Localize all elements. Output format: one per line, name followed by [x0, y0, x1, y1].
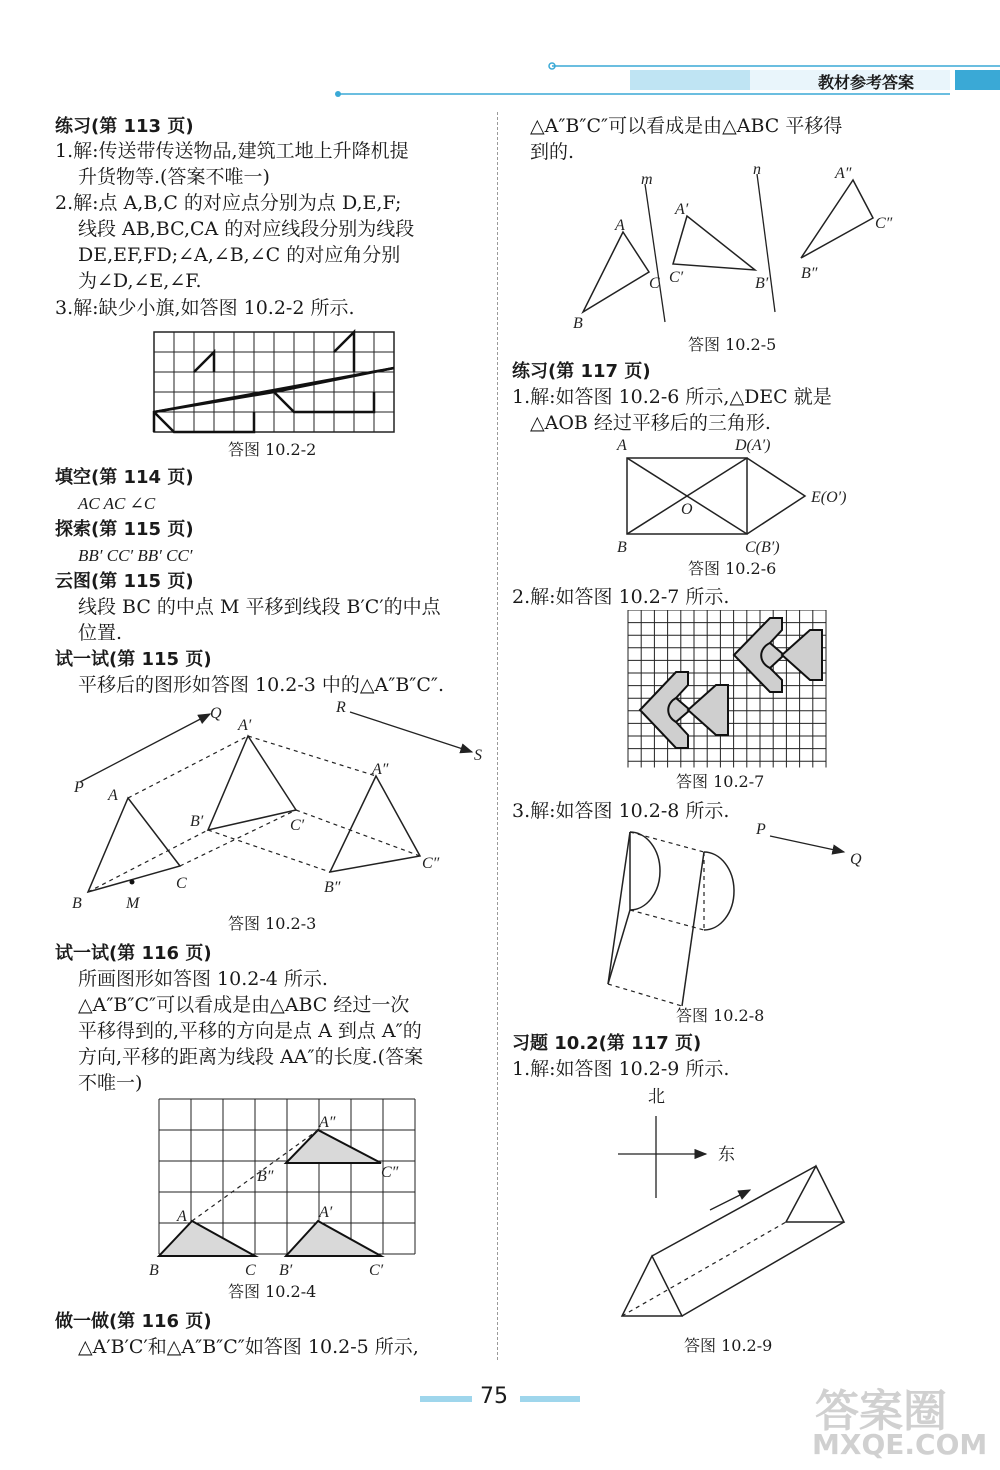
text-line: BB′ CC′ BB′ CC′	[78, 546, 193, 565]
text-line: 1.解:传送带传送物品,建筑工地上升降机提	[55, 140, 409, 162]
figure-10-2-8	[580, 818, 880, 1008]
caption-10-2-8: 答图 10.2-8	[676, 1006, 765, 1025]
caption-10-2-4: 答图 10.2-4	[228, 1282, 317, 1301]
svg-text:B″: B″	[257, 1168, 274, 1185]
svg-text:D(A′): D(A′)	[735, 437, 771, 454]
section-heading: 试一试(第 115 页)	[55, 649, 212, 670]
section-heading: 练习(第 117 页)	[512, 361, 651, 382]
svg-text:C(B′): C(B′)	[745, 539, 780, 556]
svg-text:C′: C′	[290, 817, 305, 834]
svg-text:O: O	[681, 501, 693, 518]
text-line: 2.解:点 A,B,C 的对应点分别为点 D,E,F;	[55, 192, 402, 214]
svg-text:R: R	[336, 700, 346, 716]
svg-text:B′: B′	[279, 1262, 293, 1279]
text-line: 线段 BC 的中点 M 平移到线段 B′C′的中点	[78, 596, 441, 618]
figure-10-2-2	[150, 328, 410, 438]
figure-10-2-5	[565, 162, 905, 332]
svg-text:A: A	[108, 787, 118, 804]
east-label: 东	[718, 1145, 735, 1165]
svg-text:B″: B″	[324, 879, 341, 896]
caption-10-2-9: 答图 10.2-9	[684, 1336, 773, 1355]
svg-text:B: B	[573, 315, 583, 332]
text-line: 1.解:如答图 10.2-6 所示,△DEC 就是	[512, 386, 832, 408]
caption-10-2-5: 答图 10.2-5	[688, 335, 777, 354]
svg-text:A′: A′	[238, 717, 252, 734]
text-line: 1.解:如答图 10.2-9 所示.	[512, 1058, 730, 1080]
svg-text:C: C	[176, 875, 187, 892]
text-line: 到的.	[530, 141, 575, 163]
section-heading: 做一做(第 116 页)	[55, 1311, 212, 1332]
caption-10-2-7: 答图 10.2-7	[676, 772, 765, 791]
svg-text:C″: C″	[422, 855, 440, 872]
text-line: △A″B″C″可以看成是由△ABC 经过一次	[78, 994, 410, 1016]
header-title: 教材参考答案	[818, 73, 915, 92]
svg-text:Q: Q	[210, 705, 222, 722]
text-line: △AOB 经过平移后的三角形.	[530, 412, 771, 434]
svg-text:B′: B′	[190, 813, 204, 830]
section-heading: 习题 10.2(第 117 页)	[512, 1033, 702, 1054]
svg-text:S: S	[474, 747, 482, 764]
text-line: △A″B″C″可以看成是由△ABC 平移得	[530, 115, 843, 137]
svg-text:B: B	[617, 539, 627, 556]
svg-text:B′: B′	[755, 275, 769, 292]
svg-text:A: A	[617, 437, 627, 454]
svg-text:C″: C″	[381, 1164, 399, 1181]
page-number: 75	[480, 1384, 508, 1409]
section-heading: 练习(第 113 页)	[55, 116, 194, 137]
svg-text:A′: A′	[319, 1204, 333, 1221]
svg-text:A″: A″	[372, 761, 389, 778]
svg-text:Q: Q	[850, 851, 862, 868]
svg-text:C′: C′	[669, 269, 684, 286]
text-line: 所画图形如答图 10.2-4 所示.	[78, 968, 328, 990]
svg-text:B: B	[72, 895, 82, 912]
caption-10-2-3: 答图 10.2-3	[228, 914, 317, 933]
svg-text:m: m	[641, 171, 653, 188]
svg-text:P: P	[74, 779, 84, 796]
svg-text:C″: C″	[875, 215, 893, 232]
text-line: 位置.	[78, 622, 123, 644]
text-line: AC AC ∠C	[78, 494, 156, 513]
caption-10-2-2: 答图 10.2-2	[228, 440, 317, 459]
text-line: 平移后的图形如答图 10.2-3 中的△A″B″C″.	[78, 674, 445, 696]
svg-text:A: A	[615, 217, 625, 234]
section-heading: 试一试(第 116 页)	[55, 943, 212, 964]
text-line: 为∠D,∠E,∠F.	[78, 270, 202, 292]
text-line: 平移得到的,平移的方向是点 A 到点 A″的	[78, 1020, 422, 1042]
text-line: 2.解:如答图 10.2-7 所示.	[512, 586, 730, 608]
page-footer	[420, 1384, 590, 1414]
svg-text:A″: A″	[319, 1114, 336, 1131]
section-heading: 云图(第 115 页)	[55, 571, 194, 592]
text-line: 方向,平移的距离为线段 AA″的长度.(答案	[78, 1046, 424, 1068]
section-heading: 填空(第 114 页)	[55, 467, 194, 488]
north-label: 北	[648, 1087, 665, 1107]
svg-text:C: C	[245, 1262, 256, 1279]
svg-text:E(O′): E(O′)	[811, 489, 847, 506]
footer-decoration-left	[420, 1396, 472, 1402]
svg-text:A: A	[177, 1208, 187, 1225]
svg-text:A′: A′	[675, 201, 689, 218]
text-line: 3.解:如答图 10.2-8 所示.	[512, 800, 730, 822]
text-line: 3.解:缺少小旗,如答图 10.2-2 所示.	[55, 297, 355, 319]
svg-text:P: P	[756, 821, 766, 838]
text-line: DE,EF,FD;∠A,∠B,∠C 的对应角分别	[78, 244, 401, 266]
figure-10-2-7	[620, 610, 835, 775]
figure-10-2-4	[145, 1095, 425, 1285]
svg-text:M: M	[126, 895, 140, 912]
svg-text:B″: B″	[801, 265, 818, 282]
text-line: 线段 AB,BC,CA 的对应线段分别为线段	[78, 218, 415, 240]
svg-text:B: B	[149, 1262, 159, 1279]
svg-text:n: n	[753, 162, 761, 178]
text-line: 不唯一)	[78, 1072, 143, 1094]
footer-decoration-right	[520, 1396, 580, 1402]
text-line: 升货物等.(答案不唯一)	[78, 166, 270, 188]
text-line: △A′B′C′和△A″B″C″如答图 10.2-5 所示,	[78, 1336, 419, 1358]
figure-10-2-6	[605, 432, 885, 557]
figure-10-2-3	[60, 700, 500, 915]
header-bar	[330, 58, 1000, 108]
svg-text:C′: C′	[369, 1262, 384, 1279]
svg-text:A″: A″	[835, 165, 852, 182]
svg-text:C: C	[649, 275, 660, 292]
watermark-logo: 答案圈	[815, 1386, 947, 1437]
caption-10-2-6: 答图 10.2-6	[688, 559, 777, 578]
figure-10-2-9	[600, 1080, 900, 1330]
watermark-url: MXQE.COM	[812, 1428, 988, 1461]
section-heading: 探索(第 115 页)	[55, 519, 194, 540]
